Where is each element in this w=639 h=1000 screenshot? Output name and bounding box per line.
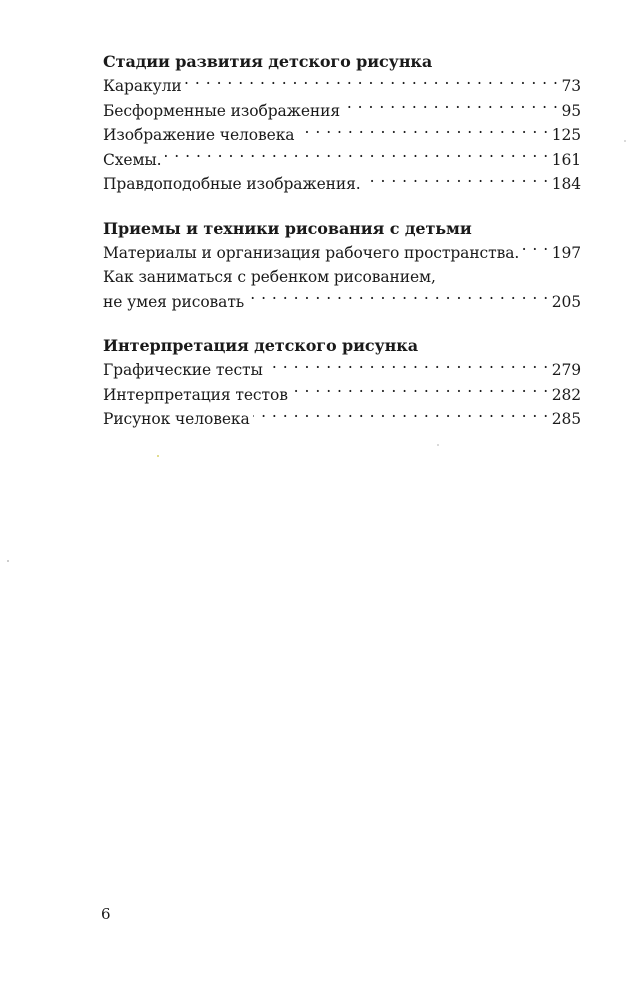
entry-page-number: 197: [551, 243, 581, 262]
toc-entry: [103, 290, 581, 315]
toc-section-techniques: [103, 217, 581, 315]
entry-page-number: 95: [561, 101, 581, 120]
dot-leader: [343, 100, 558, 116]
entry-title: Правдоподобные изображения.: [103, 175, 361, 193]
entry-title: Каракули: [103, 77, 182, 95]
section-title: Стадии развития детского рисунка: [103, 52, 433, 71]
entry-page-number: 161: [551, 150, 581, 169]
entry-title: не умея рисовать: [103, 292, 245, 311]
toc-entry[interactable]: [103, 74, 581, 99]
toc-section-stages: [103, 50, 581, 197]
toc-entry[interactable]: [103, 241, 581, 266]
entry-title: Рисунок человека: [103, 410, 250, 428]
entry-title: Материалы и организация рабочего пространства.: [103, 243, 520, 262]
dot-leader: [522, 242, 548, 258]
entry-title: Схемы.: [103, 150, 162, 169]
table-of-contents: [103, 50, 581, 452]
section-title: Интерпретация детского рисунка: [103, 336, 418, 355]
toc-entry[interactable]: [103, 148, 581, 173]
dot-leader: [297, 125, 548, 141]
toc-entry[interactable]: [103, 383, 581, 408]
page-number: 6: [101, 905, 111, 923]
toc-entry[interactable]: [103, 99, 581, 124]
entry-page-number: 73: [561, 77, 581, 95]
dot-leader: [247, 291, 549, 307]
scan-speck: [7, 560, 9, 562]
dot-leader: [165, 149, 549, 165]
entry-page-number: 282: [551, 385, 581, 404]
entry-page-number: 285: [551, 410, 581, 428]
scan-speck: [437, 444, 439, 446]
entry-page-number: 279: [551, 361, 581, 379]
toc-section-interpretation: [103, 334, 581, 432]
entry-title-line1: Как заниматься с ребенком рисованием,: [103, 268, 436, 286]
scan-speck: [157, 455, 159, 457]
toc-entry-multiline[interactable]: [103, 265, 581, 314]
dot-leader: [253, 409, 549, 425]
dot-leader: [364, 174, 549, 190]
dot-leader: [266, 360, 549, 376]
toc-entry[interactable]: [103, 358, 581, 383]
entry-title: Изображение человека: [103, 126, 295, 144]
entry-title: Интерпретация тестов: [103, 385, 288, 404]
toc-entry[interactable]: [103, 172, 581, 197]
entry-title: Графические тесты: [103, 361, 263, 379]
entry-page-number: 184: [551, 175, 581, 193]
toc-entry[interactable]: [103, 407, 581, 432]
entry-page-number: 125: [551, 126, 581, 144]
entry-page-number: 205: [551, 292, 581, 311]
entry-title: Бесформенные изображения: [103, 101, 341, 120]
toc-entry[interactable]: [103, 123, 581, 148]
dot-leader: [291, 384, 549, 400]
dot-leader: [185, 76, 559, 92]
scan-speck: [624, 140, 626, 142]
section-title: Приемы и техники рисования с детьми: [103, 218, 472, 238]
